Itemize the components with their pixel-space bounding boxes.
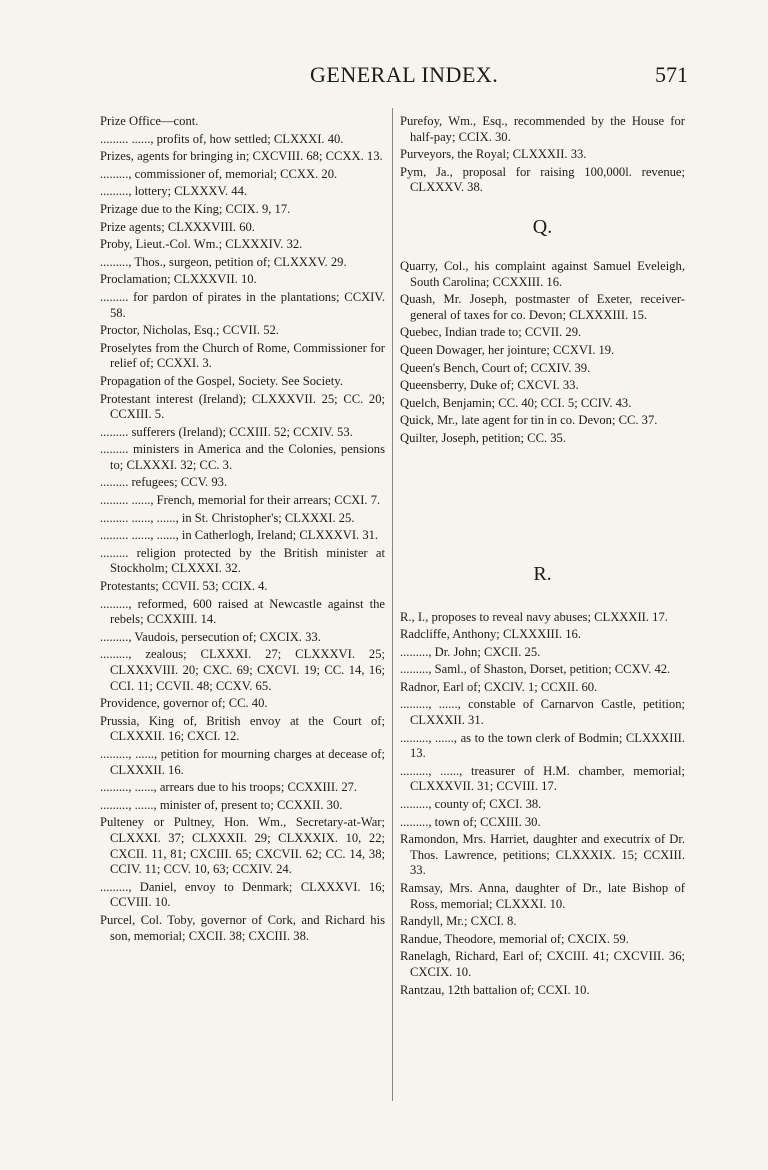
- right-column-r-entries: [400, 610, 685, 999]
- index-entry: Randyll, Mr.; CXCI. 8.: [400, 914, 517, 929]
- index-entry: ......... for pardon of pirates in the plantations; CCXIV. 58.: [100, 289, 385, 320]
- index-entry: Randue, Theodore, memorial of; CXCIX. 59.: [400, 931, 629, 946]
- index-entry: ......... ......, profits of, how settled; CLXXXI. 40.: [100, 131, 344, 146]
- right-column-p-entries: [400, 114, 685, 196]
- index-entry: ......... sufferers (Ireland); CCXIII. 52; CCXIV. 53.: [100, 424, 353, 439]
- index-entry: Ramsay, Mrs. Anna, daughter of Dr., late Bishop of Ross, memorial; CLXXXI. 10.: [400, 881, 685, 911]
- index-entry: ........., ......, arrears due to his troops; CCXXIII. 27.: [100, 780, 358, 795]
- index-entry: Radnor, Earl of; CXCIV. 1; CCXII. 60.: [400, 679, 598, 694]
- section-letter-r: R.: [533, 562, 552, 585]
- index-entry: ......... ......, ......, in St. Christopher's; CLXXXI. 25.: [100, 510, 355, 525]
- page-header: [100, 60, 688, 96]
- index-entry: Purcel, Col. Toby, governor of Cork, and Richard his son, memorial; CXCII. 38; CXCIII. 38.: [100, 912, 385, 943]
- blank-space: [400, 449, 685, 563]
- index-entry: ......... ......, French, memorial for their arrears; CCXI. 7.: [100, 493, 381, 508]
- index-entry: Ranelagh, Richard, Earl of; CXCIII. 41; CXCVIII. 36; CXCIX. 10.: [400, 949, 685, 979]
- index-entry: ........., Dr. John; CXCII. 25.: [400, 644, 541, 659]
- section-letter-q: Q.: [532, 215, 553, 238]
- index-entry: ........., Daniel, envoy to Denmark; CLXXXVI. 16; CCVIII. 10.: [100, 879, 385, 910]
- index-entry: ......... ......, ......, in Catherlogh, Ireland; CLXXXVI. 31.: [100, 528, 379, 543]
- index-entry: Prizage due to the King; CCIX. 9, 17.: [100, 201, 291, 216]
- index-entry: Proctor, Nicholas, Esq.; CCVII. 52.: [100, 323, 279, 338]
- index-entry: Quash, Mr. Joseph, postmaster of Exeter, receiver-general of taxes for co. Devon; CLXXXIII. 15.: [400, 292, 685, 322]
- index-entry: Proselytes from the Church of Rome, Commissioner for relief of; CCXXI. 3.: [100, 340, 385, 371]
- index-entry: ........., ......, constable of Carnarvon Castle, petition; CLXXXII. 31.: [400, 697, 685, 728]
- index-entry: ........., reformed, 600 raised at Newcastle against the rebels; CCXXIII. 14.: [100, 596, 385, 627]
- index-entry: Proby, Lieut.-Col. Wm.; CLXXXIV. 32.: [100, 237, 303, 252]
- index-entry: Propagation of the Gospel, Society. See Society.: [100, 373, 343, 388]
- index-entry: Pulteney or Pultney, Hon. Wm., Secretary-at-War; CLXXXI. 37; CLXXXII. 29; CLXXXIX. 10, 22; CXCII. 11, 81; CXCIII. 65; CXCVII. 62; CC. 14, 38; CCIV. 11; CCV. 10, 63; CCXIV. 24.: [100, 815, 385, 877]
- index-entry: ........., Thos., surgeon, petition of; CLXXXV. 29.: [100, 254, 347, 269]
- index-entry: Prizes, agents for bringing in; CXCVIII. 68; CCXX. 13.: [100, 149, 383, 164]
- index-entry: Queensberry, Duke of; CXCVI. 33.: [400, 378, 579, 393]
- index-entry: ........., ......, petition for mourning charges at decease of; CLXXXII. 16.: [100, 746, 385, 777]
- index-entry: Prussia, King of, British envoy at the Court of; CLXXXII. 16; CXCI. 12.: [100, 713, 385, 744]
- index-entry: ........., town of; CCXIII. 30.: [400, 814, 541, 829]
- index-entry: ......... ministers in America and the Colonies, pensions to; CLXXXI. 32; CC. 3.: [100, 442, 385, 472]
- index-entry: ......... refugees; CCV. 93.: [100, 475, 228, 490]
- index-entry: ........., ......, minister of, present to; CCXXII. 30.: [100, 797, 343, 812]
- index-entry: Pym, Ja., proposal for raising 100,000l. revenue; CLXXXV. 38.: [400, 164, 685, 195]
- index-entry: ........., county of; CXCI. 38.: [400, 797, 542, 812]
- index-entry: Purefoy, Wm., Esq., recommended by the House for half-pay; CCIX. 30.: [400, 114, 685, 144]
- index-entry: Ramondon, Mrs. Harriet, daughter and executrix of Dr. Thos. Lawrence, petitions; CLXXXIX. 15; CCXIII. 33.: [400, 832, 685, 878]
- index-entry: Radcliffe, Anthony; CLXXXIII. 16.: [400, 627, 581, 642]
- index-entry: Queen Dowager, her jointure; CCXVI. 19.: [400, 342, 615, 357]
- index-entry: Quelch, Benjamin; CC. 40; CCI. 5; CCIV. 43.: [400, 395, 632, 410]
- page-title: GENERAL INDEX.: [310, 62, 499, 87]
- index-entry: Purveyors, the Royal; CLXXXII. 33.: [400, 147, 587, 162]
- left-column: [100, 114, 385, 946]
- index-entry: Quarry, Col., his complaint against Samuel Eveleigh, South Carolina; CCXXIII. 16.: [400, 258, 685, 289]
- index-entry: Rantzau, 12th battalion of; CCXI. 10.: [400, 982, 590, 997]
- index-entry: R., I., proposes to reveal navy abuses; CLXXXII. 17.: [400, 609, 668, 624]
- index-entry: ......... religion protected by the British minister at Stockholm; CLXXXI. 32.: [100, 545, 385, 576]
- index-entry: ........., Vaudois, persecution of; CXCIX. 33.: [100, 629, 321, 644]
- index-entry: ........., Saml., of Shaston, Dorset, petition; CCXV. 42.: [400, 662, 671, 677]
- index-entry: Protestants; CCVII. 53; CCIX. 4.: [100, 579, 268, 594]
- index-entry: Protestant interest (Ireland); CLXXXVII. 25; CC. 20; CCXIII. 5.: [100, 391, 385, 422]
- index-entry: ........., lottery; CLXXXV. 44.: [100, 184, 248, 199]
- index-entry: Providence, governor of; CC. 40.: [100, 696, 268, 711]
- index-entry: Prize agents; CLXXXVIII. 60.: [100, 219, 255, 234]
- index-entry: Queen's Bench, Court of; CCXIV. 39.: [400, 360, 591, 375]
- index-entry: ........., commissioner of, memorial; CCXX. 20.: [100, 166, 338, 181]
- page-number: 571: [655, 62, 688, 87]
- right-column: [400, 114, 685, 1000]
- index-entry: Proclamation; CLXXXVII. 10.: [100, 272, 257, 287]
- index-entry: Quebec, Indian trade to; CCVII. 29.: [400, 325, 582, 340]
- index-entry: Quick, Mr., late agent for tin in co. Devon; CC. 37.: [400, 413, 658, 428]
- column-divider: [392, 108, 393, 1101]
- index-entry: ........., zealous; CLXXXI. 27; CLXXXVI. 25; CLXXXVIII. 20; CXC. 69; CXCVI. 19; CC. 14, 16; CCI. 11; CCVII. 48; CCXV. 65.: [100, 647, 385, 693]
- index-entry: Prize Office—cont.: [100, 114, 199, 128]
- index-entry: Quilter, Joseph, petition; CC. 35.: [400, 430, 567, 445]
- right-column-q-entries: [400, 259, 685, 447]
- index-entry: ........., ......, as to the town clerk of Bodmin; CLXXXIII. 13.: [400, 730, 685, 761]
- index-entry: ........., ......, treasurer of H.M. chamber, memorial; CLXXXVII. 31; CCVIII. 17.: [400, 763, 685, 794]
